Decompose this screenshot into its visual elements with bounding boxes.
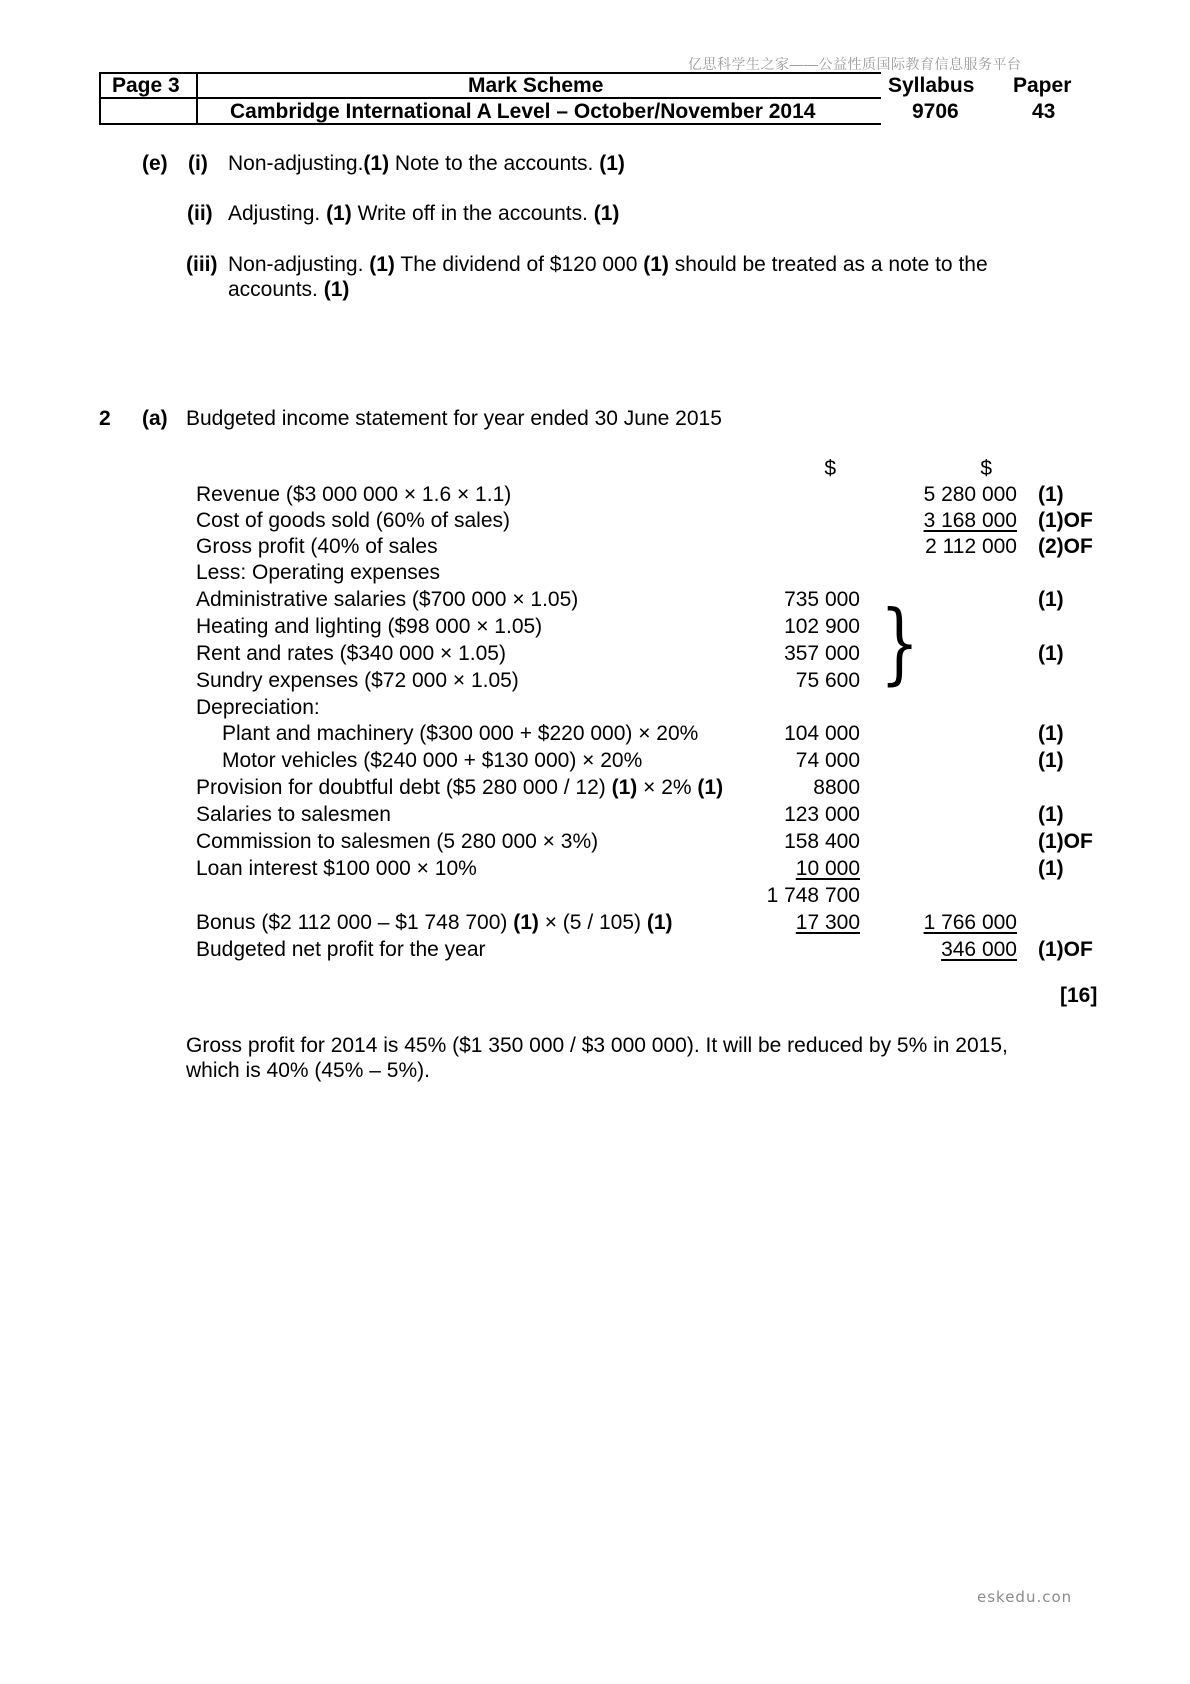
syllabus-label: Syllabus bbox=[888, 74, 975, 97]
watermark-bottom: eskedu.con bbox=[977, 1588, 1073, 1606]
row-label: Motor vehicles ($240 000 + $130 000) × 20% bbox=[222, 749, 643, 772]
row-amount-col2: 346 000 bbox=[941, 938, 1017, 961]
row-label: Plant and machinery ($300 000 + $220 000) × 20% bbox=[222, 722, 699, 745]
total-marks: [16] bbox=[1060, 984, 1098, 1007]
column-header-2: $ bbox=[980, 457, 992, 480]
row-label: Commission to salesmen (5 280 000 × 3%) bbox=[196, 830, 599, 853]
answer-i: Non-adjusting.(1) Note to the accounts. (1) bbox=[228, 152, 625, 175]
row-mark: (1)OF bbox=[1038, 509, 1093, 532]
row-mark: (1) bbox=[1038, 749, 1064, 772]
row-mark: (1) bbox=[1038, 857, 1064, 880]
paper-value: 43 bbox=[1032, 100, 1056, 123]
row-label: Heating and lighting ($98 000 × 1.05) bbox=[196, 615, 543, 638]
row-label: Less: Operating expenses bbox=[196, 561, 440, 584]
row-mark: (1)OF bbox=[1038, 830, 1093, 853]
row-amount-col1: 74 000 bbox=[795, 749, 860, 772]
paper-label: Paper bbox=[1013, 74, 1072, 97]
page-title: Mark Scheme bbox=[468, 74, 604, 97]
answer-iii-line2: accounts. (1) bbox=[228, 278, 350, 301]
subpart-label-i: (i) bbox=[188, 152, 208, 175]
row-mark: (1) bbox=[1038, 803, 1064, 826]
row-label: Provision for doubtful debt ($5 280 000 / 12) (1) × 2% (1) bbox=[196, 776, 724, 799]
row-mark: (1) bbox=[1038, 722, 1064, 745]
row-amount-col1: 123 000 bbox=[784, 803, 860, 826]
row-label: Cost of goods sold (60% of sales) bbox=[196, 509, 510, 532]
bracket-brace: } bbox=[880, 591, 920, 694]
question-number: 2 bbox=[99, 407, 111, 430]
row-label: Salaries to salesmen bbox=[196, 803, 391, 826]
row-mark: (1) bbox=[1038, 642, 1064, 665]
row-label: Rent and rates ($340 000 × 1.05) bbox=[196, 642, 506, 665]
note-line-2: which is 40% (45% – 5%). bbox=[186, 1059, 430, 1082]
exam-subtitle: Cambridge International A Level – October/November 2014 bbox=[230, 100, 816, 123]
row-mark: (2)OF bbox=[1038, 535, 1093, 558]
watermark-top: 亿思科学生之家——公益性质国际教育信息服务平台 bbox=[688, 56, 1022, 72]
answer-iii-line1: Non-adjusting. (1) The dividend of $120 000 (1) should be treated as a note to the bbox=[228, 253, 988, 276]
row-label: Depreciation: bbox=[196, 696, 320, 719]
row-amount-col1: 8800 bbox=[813, 776, 860, 799]
row-amount-col1: 17 300 bbox=[795, 911, 860, 934]
row-mark: (1)OF bbox=[1038, 938, 1093, 961]
row-amount-col2: 1 766 000 bbox=[923, 911, 1017, 934]
header-left-border bbox=[99, 72, 101, 124]
row-amount-col1: 75 600 bbox=[795, 669, 860, 692]
row-label: Budgeted net profit for the year bbox=[196, 938, 486, 961]
subpart-label-iii: (iii) bbox=[186, 253, 218, 276]
row-mark: (1) bbox=[1038, 588, 1064, 611]
row-amount-col1: 357 000 bbox=[784, 642, 860, 665]
row-label: Sundry expenses ($72 000 × 1.05) bbox=[196, 669, 519, 692]
header-divider bbox=[196, 72, 198, 124]
row-amount-col1: 735 000 bbox=[784, 588, 860, 611]
row-amount-col1: 102 900 bbox=[784, 615, 860, 638]
page-number: Page 3 bbox=[112, 74, 180, 97]
row-amount-col2: 5 280 000 bbox=[923, 483, 1017, 506]
row-label: Gross profit (40% of sales bbox=[196, 535, 438, 558]
subpart-label-ii: (ii) bbox=[187, 202, 213, 225]
row-label: Administrative salaries ($700 000 × 1.05) bbox=[196, 588, 579, 611]
row-label: Loan interest $100 000 × 10% bbox=[196, 857, 477, 880]
statement-heading: Budgeted income statement for year ended 30 June 2015 bbox=[186, 407, 722, 430]
row-label: Revenue ($3 000 000 × 1.6 × 1.1) bbox=[196, 483, 512, 506]
row-amount-col1: 158 400 bbox=[784, 830, 860, 853]
note-line-1: Gross profit for 2014 is 45% ($1 350 000 / $3 000 000). It will be reduced by 5% in 2015, bbox=[186, 1034, 1008, 1057]
part-label-a: (a) bbox=[142, 407, 168, 430]
answer-ii: Adjusting. (1) Write off in the accounts. (1) bbox=[228, 202, 620, 225]
row-amount-col1: 104 000 bbox=[784, 722, 860, 745]
part-label-e: (e) bbox=[142, 152, 168, 175]
row-amount-col1: 1 748 700 bbox=[766, 884, 860, 907]
row-label: Bonus ($2 112 000 – $1 748 700) (1) × (5 / 105) (1) bbox=[196, 911, 673, 934]
row-amount-col2: 3 168 000 bbox=[923, 509, 1017, 532]
row-amount-col1: 10 000 bbox=[795, 857, 860, 880]
row-amount-col2: 2 112 000 bbox=[925, 535, 1017, 558]
column-header-1: $ bbox=[824, 457, 836, 480]
row-mark: (1) bbox=[1038, 483, 1064, 506]
syllabus-value: 9706 bbox=[912, 100, 959, 123]
